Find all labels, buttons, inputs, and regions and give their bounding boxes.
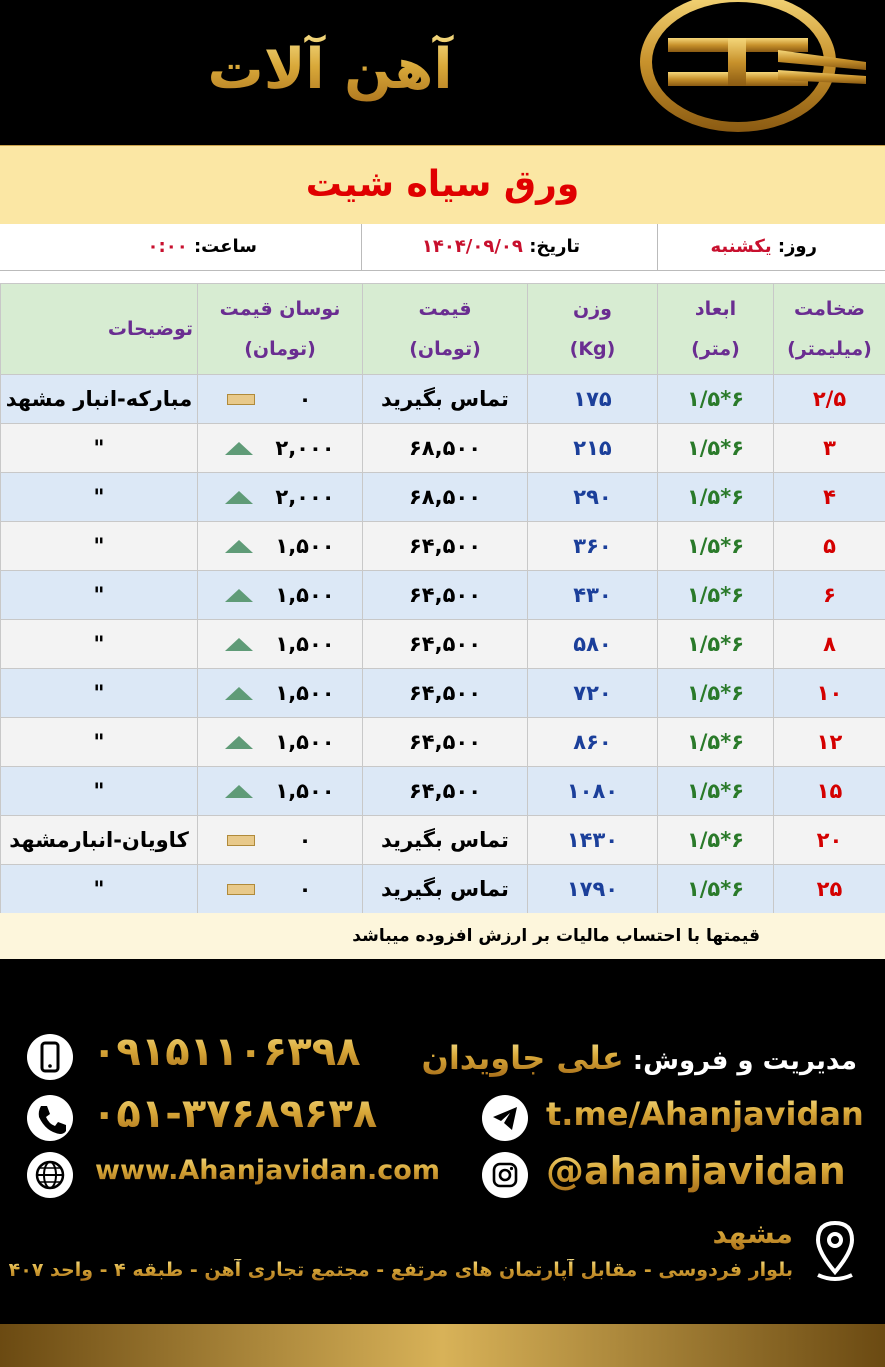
city-name: مشهد <box>712 1217 793 1250</box>
table-row <box>1 767 885 816</box>
cell-notes: " <box>1 865 198 914</box>
header-dimensions: ابعاد (متر) <box>658 284 774 375</box>
cell-thickness: ۱۰ <box>774 669 885 718</box>
cell-notes: " <box>1 522 198 571</box>
change-value: ۱,۵۰۰ <box>275 681 335 705</box>
trend-flat-icon <box>227 835 255 846</box>
cell-change <box>198 375 363 424</box>
cell-weight: ۱۷۹۰ <box>528 865 658 914</box>
cell-change <box>198 473 363 522</box>
mobile-number[interactable]: ۰۹۱۵۱۱۰۶۳۹۸ <box>92 1029 361 1075</box>
trend-up-icon <box>225 687 253 700</box>
cell-dimensions: ۱/۵*۶ <box>658 620 774 669</box>
cell-thickness: ۱۲ <box>774 718 885 767</box>
cell-dimensions: ۱/۵*۶ <box>658 571 774 620</box>
cell-price: ۶۴,۵۰۰ <box>363 522 528 571</box>
cell-price: ۶۴,۵۰۰ <box>363 669 528 718</box>
change-value: ۱,۵۰۰ <box>275 730 335 754</box>
cell-price: ۶۴,۵۰۰ <box>363 767 528 816</box>
table-header-row <box>1 284 885 375</box>
cell-thickness: ۳ <box>774 424 885 473</box>
cell-dimensions: ۱/۵*۶ <box>658 865 774 914</box>
tax-note: قیمتها با احتساب مالیات بر ارزش افزوده میباشد <box>352 926 760 946</box>
cell-notes: " <box>1 718 198 767</box>
trend-up-icon <box>225 491 253 504</box>
cell-change <box>198 620 363 669</box>
cell-weight: ۱۴۳۰ <box>528 816 658 865</box>
date-label: تاریخ: <box>529 236 580 257</box>
cell-dimensions: ۱/۵*۶ <box>658 669 774 718</box>
table-row <box>1 424 885 473</box>
phone-number[interactable]: ۰۵۱-۳۷۶۸۹۶۳۸ <box>92 1091 378 1137</box>
manager-name: علی جاویدان <box>421 1039 624 1077</box>
day-label: روز: <box>777 236 817 257</box>
manager-label: مدیریت و فروش: <box>632 1046 857 1076</box>
date-value: ۱۴۰۴/۰۹/۰۹ <box>421 236 523 257</box>
cell-change <box>198 865 363 914</box>
cell-notes: کاویان-انبارمشهد <box>1 816 198 865</box>
address: بلوار فردوسی - مقابل آپارتمان های مرتفع - مجتمع تجاری آهن - طبقه ۴ - واحد ۴۰۷ <box>8 1259 793 1281</box>
mobile-phone-icon <box>27 1034 73 1080</box>
table-row <box>1 816 885 865</box>
cell-notes: مبارکه-انبار مشهد <box>1 375 198 424</box>
cell-price: ۶۸,۵۰۰ <box>363 473 528 522</box>
cell-notes: " <box>1 669 198 718</box>
trend-flat-icon <box>227 884 255 895</box>
cell-price: ۶۴,۵۰۰ <box>363 718 528 767</box>
cell-dimensions: ۱/۵*۶ <box>658 424 774 473</box>
cell-weight: ۴۳۰ <box>528 571 658 620</box>
change-value: ۰ <box>298 877 312 901</box>
brand-name: آهن آلات <box>110 30 550 110</box>
header-change: نوسان قیمت (تومان) <box>198 284 363 375</box>
cell-weight: ۲۹۰ <box>528 473 658 522</box>
trend-up-icon <box>225 442 253 455</box>
cell-change <box>198 522 363 571</box>
cell-notes: " <box>1 620 198 669</box>
footer <box>0 959 885 1324</box>
change-value: ۱,۵۰۰ <box>275 583 335 607</box>
cell-weight: ۱۰۸۰ <box>528 767 658 816</box>
table-row <box>1 375 885 424</box>
title-bar <box>0 145 885 225</box>
table-row <box>1 620 885 669</box>
table-row <box>1 865 885 914</box>
trend-up-icon <box>225 638 253 651</box>
time-value: ۰:۰۰ <box>147 236 188 257</box>
cell-change <box>198 669 363 718</box>
header-thickness: ضخامت (میلیمتر) <box>774 284 885 375</box>
change-value: ۱,۵۰۰ <box>275 779 335 803</box>
table-row <box>1 669 885 718</box>
change-value: ۱,۵۰۰ <box>275 632 335 656</box>
change-value: ۲,۰۰۰ <box>275 485 335 509</box>
trend-up-icon <box>225 736 253 749</box>
brand-logo <box>638 0 868 140</box>
instagram-handle[interactable]: @ahanjavidan <box>546 1149 846 1193</box>
cell-notes: " <box>1 473 198 522</box>
cell-thickness: ۲۰ <box>774 816 885 865</box>
cell-notes: " <box>1 767 198 816</box>
cell-change <box>198 424 363 473</box>
day-value: یکشنبه <box>710 236 772 257</box>
cell-dimensions: ۱/۵*۶ <box>658 522 774 571</box>
cell-notes: " <box>1 571 198 620</box>
telegram-link[interactable]: t.me/Ahanjavidan <box>546 1095 864 1133</box>
manager-info <box>422 1039 858 1077</box>
info-divider <box>657 224 658 270</box>
cell-notes: " <box>1 424 198 473</box>
cell-price: تماس بگیرید <box>363 375 528 424</box>
spacer <box>0 271 885 283</box>
cell-weight: ۵۸۰ <box>528 620 658 669</box>
header-notes: توضیحات <box>1 284 198 375</box>
globe-icon <box>27 1152 73 1198</box>
website-link[interactable]: www.Ahanjavidan.com <box>95 1155 440 1186</box>
change-value: ۰ <box>298 387 312 411</box>
change-value: ۱,۵۰۰ <box>275 534 335 558</box>
cell-change <box>198 816 363 865</box>
cell-price: ۶۴,۵۰۰ <box>363 571 528 620</box>
price-table <box>0 283 885 914</box>
trend-up-icon <box>225 785 253 798</box>
change-value: ۰ <box>298 828 312 852</box>
cell-price: ۶۸,۵۰۰ <box>363 424 528 473</box>
time-info <box>148 224 257 270</box>
bottom-bar <box>0 1324 885 1367</box>
cell-change <box>198 571 363 620</box>
cell-dimensions: ۱/۵*۶ <box>658 375 774 424</box>
cell-thickness: ۸ <box>774 620 885 669</box>
cell-change <box>198 718 363 767</box>
info-bar <box>0 224 885 271</box>
change-value: ۲,۰۰۰ <box>275 436 335 460</box>
cell-change <box>198 767 363 816</box>
day-info <box>710 224 817 270</box>
trend-up-icon <box>225 589 253 602</box>
table-row <box>1 522 885 571</box>
cell-thickness: ۱۵ <box>774 767 885 816</box>
table-row <box>1 473 885 522</box>
cell-dimensions: ۱/۵*۶ <box>658 767 774 816</box>
cell-thickness: ۲۵ <box>774 865 885 914</box>
cell-price: تماس بگیرید <box>363 865 528 914</box>
cell-weight: ۱۷۵ <box>528 375 658 424</box>
header <box>0 0 885 145</box>
cell-thickness: ۵ <box>774 522 885 571</box>
table-row <box>1 571 885 620</box>
cell-thickness: ۶ <box>774 571 885 620</box>
cell-weight: ۸۶۰ <box>528 718 658 767</box>
cell-weight: ۳۶۰ <box>528 522 658 571</box>
trend-up-icon <box>225 540 253 553</box>
location-pin-icon <box>808 1217 862 1285</box>
tax-note-bar <box>0 913 885 959</box>
instagram-icon <box>482 1152 528 1198</box>
info-divider <box>361 224 362 270</box>
cell-price: ۶۴,۵۰۰ <box>363 620 528 669</box>
date-info <box>422 224 580 270</box>
table-row <box>1 718 885 767</box>
cell-dimensions: ۱/۵*۶ <box>658 718 774 767</box>
cell-dimensions: ۱/۵*۶ <box>658 473 774 522</box>
telegram-icon <box>482 1095 528 1141</box>
page-title: ورق سیاه شیت <box>305 164 580 205</box>
cell-dimensions: ۱/۵*۶ <box>658 816 774 865</box>
time-label: ساعت: <box>193 236 257 257</box>
cell-weight: ۷۲۰ <box>528 669 658 718</box>
cell-thickness: ۲/۵ <box>774 375 885 424</box>
header-weight: وزن (Kg) <box>528 284 658 375</box>
cell-price: تماس بگیرید <box>363 816 528 865</box>
trend-flat-icon <box>227 394 255 405</box>
phone-handset-icon <box>27 1095 73 1141</box>
cell-thickness: ۴ <box>774 473 885 522</box>
cell-weight: ۲۱۵ <box>528 424 658 473</box>
header-price: قیمت (تومان) <box>363 284 528 375</box>
